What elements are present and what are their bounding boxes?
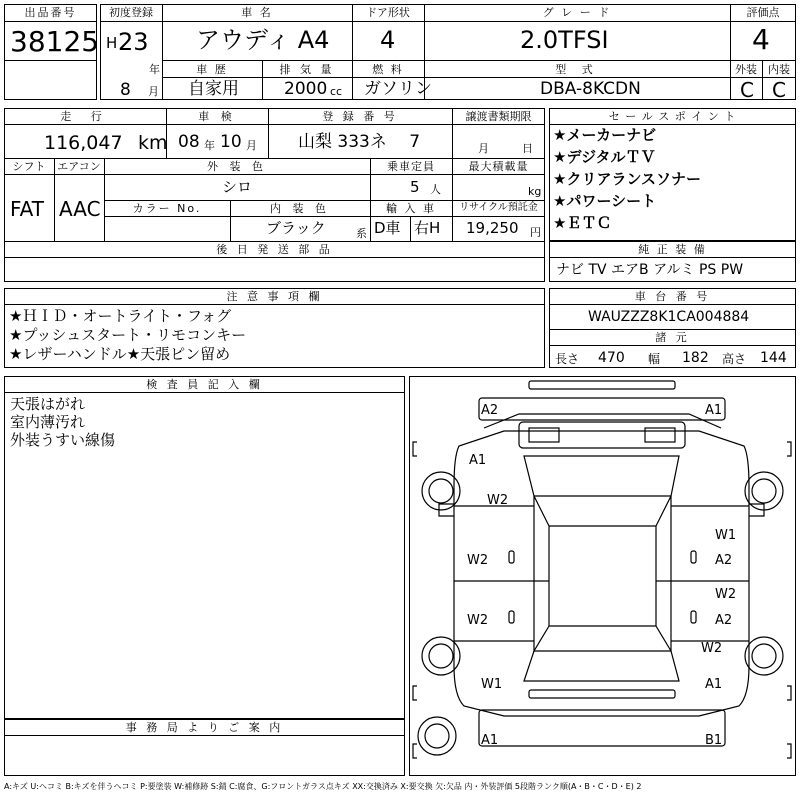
inspection-month-unit: 月 xyxy=(246,139,257,152)
grade-value: 2.0TFSI xyxy=(520,26,609,54)
reg-no-value: 山梨 333ネ 7 xyxy=(298,132,421,152)
reg-month: 8 xyxy=(120,80,131,100)
first-reg-label: 初度登録 xyxy=(109,6,153,19)
history-label: 車 歴 xyxy=(196,63,228,76)
cc-unit: cc xyxy=(330,85,343,98)
interior-grade: C xyxy=(772,78,786,102)
genuine-label: 純 正 装 備 xyxy=(638,243,707,256)
capacity-label: 乗車定員 xyxy=(387,160,435,173)
car-diagram xyxy=(409,376,796,776)
exterior-grade: C xyxy=(740,78,754,102)
lot-number-label: 出品番号 xyxy=(24,6,77,19)
later-parts-label: 後 日 発 送 部 品 xyxy=(216,243,333,256)
damage-mark: A1 xyxy=(481,733,499,748)
fuel-label: 燃 料 xyxy=(372,63,404,76)
grade-label: グ レ ー ド xyxy=(542,6,612,19)
model-value: DBA-8KCDN xyxy=(540,79,641,99)
int-color-value: ブラック xyxy=(266,219,326,237)
reg-no-label: 登 録 番 号 xyxy=(322,110,398,123)
model-label: 型 式 xyxy=(555,63,599,76)
series-unit: 系 xyxy=(356,227,367,240)
chassis-value: WAUZZZ8K1CA004884 xyxy=(588,309,750,325)
damage-mark: A1 xyxy=(705,403,723,418)
door-label: ドア形状 xyxy=(366,6,410,19)
inspector-note: 天張はがれ xyxy=(10,395,86,413)
reg-year: 23 xyxy=(118,28,149,56)
person-unit: 人 xyxy=(430,183,441,196)
selling-points-list xyxy=(553,128,701,238)
damage-mark: W2 xyxy=(715,587,737,602)
damage-mark: W2 xyxy=(487,493,509,508)
lot-number-value: 38125 xyxy=(10,25,100,58)
damage-mark: W1 xyxy=(715,528,737,543)
dims-label: 諸 元 xyxy=(655,331,690,344)
damage-mark: A1 xyxy=(469,453,487,468)
import-hand: 右H xyxy=(414,219,441,237)
damage-mark-labels xyxy=(467,403,736,748)
notes-list xyxy=(9,309,246,366)
ext-color-label: 外 装 色 xyxy=(207,160,267,173)
year-unit: 年 xyxy=(149,63,160,76)
office-label: 事 務 局 よ り ご 案 内 xyxy=(125,721,284,734)
inspector-note: 室内薄汚れ xyxy=(10,413,86,431)
transfer-doc-label: 譲渡書類期限 xyxy=(465,110,532,123)
recycle-label: リサイクル預託金 xyxy=(459,202,538,213)
damage-mark: B1 xyxy=(705,733,723,748)
month-unit: 月 xyxy=(148,85,159,98)
inspector-label: 検 査 員 記 入 欄 xyxy=(146,378,263,391)
chassis-label: 車 台 番 号 xyxy=(634,290,711,303)
km-unit: km xyxy=(138,132,168,154)
width-label: 幅 xyxy=(648,352,661,366)
exterior-label: 外装 xyxy=(735,63,757,76)
doors-value: 4 xyxy=(380,26,396,54)
selling-point: ★メーカーナビ xyxy=(553,126,657,144)
length-value: 470 xyxy=(598,350,625,366)
damage-mark: W2 xyxy=(467,613,489,628)
damage-mark: A1 xyxy=(705,677,723,692)
mileage-value: 116,047 xyxy=(44,132,123,154)
car-name-value: アウディ A4 xyxy=(196,26,330,54)
doc-day: 日 xyxy=(522,142,533,155)
history-value: 自家用 xyxy=(188,79,239,99)
capacity-value: 5 xyxy=(410,178,420,196)
shift-label: シフト xyxy=(12,160,46,173)
note-line: ★ＨＩＤ・オートライト・フォグ xyxy=(9,307,232,325)
damage-mark: W2 xyxy=(467,553,489,568)
notes-label: 注 意 事 項 欄 xyxy=(226,290,323,303)
import-drive: D車 xyxy=(374,219,401,237)
max-load-label: 最大積載量 xyxy=(468,160,529,173)
aircon-label: エアコン xyxy=(57,160,101,173)
color-no-label: カラー No. xyxy=(132,202,202,215)
inspector-note: 外装うすい線傷 xyxy=(10,431,116,449)
note-line: ★レザーハンドル★天張ピン留め xyxy=(9,345,231,363)
interior-label: 内装 xyxy=(768,63,790,76)
yen-unit: 円 xyxy=(530,226,541,239)
int-color-label: 内 装 色 xyxy=(270,202,330,215)
ext-color-value: シロ xyxy=(222,178,253,196)
selling-point: ★クリアランスソナー xyxy=(553,170,701,188)
damage-mark: A2 xyxy=(715,613,733,628)
shift-value: FAT xyxy=(10,197,45,221)
note-line: ★プッシュスタート・リモコンキー xyxy=(9,326,247,344)
score-value: 4 xyxy=(752,23,770,56)
inspection-year: 08 xyxy=(178,132,200,152)
fuel-value: ガソリン xyxy=(364,79,432,99)
import-label: 輸 入 車 xyxy=(386,202,436,215)
inspection-month: 10 xyxy=(220,132,242,152)
mileage-label: 走 行 xyxy=(60,110,110,123)
aircon-value: AAC xyxy=(59,197,101,221)
inspection-label: 車 検 xyxy=(198,110,236,123)
length-label: 長さ xyxy=(555,352,580,366)
height-value: 144 xyxy=(760,350,787,366)
inspection-year-unit: 年 xyxy=(204,139,215,152)
genuine-value: ナビ TV エアB アルミ PS PW xyxy=(556,262,744,278)
selling-points-label: セ ー ル ス ポ イ ン ト xyxy=(608,110,737,123)
damage-mark: A2 xyxy=(715,553,733,568)
width-value: 182 xyxy=(682,350,709,366)
era: H xyxy=(106,34,118,52)
legend: A:キズ U:ヘコミ B:キズを伴うヘコミ P:要塗装 W:補修跡 S:錆 C:腐食、G:フロントガラス点キズ XX:交換済み X:要交換 欠:欠品 内・外装評価 5段階ランク順(A・B・C・D・E) 2 xyxy=(4,782,642,791)
car-name-label: 車 名 xyxy=(241,6,273,19)
selling-point: ★パワーシート xyxy=(553,192,657,210)
height-label: 高さ xyxy=(722,352,747,366)
score-label: 評価点 xyxy=(746,6,780,19)
damage-mark: W1 xyxy=(481,677,503,692)
displacement-label: 排 気 量 xyxy=(279,63,335,76)
recycle-value: 19,250 xyxy=(466,219,519,237)
displacement-value: 2000 xyxy=(284,79,328,99)
kg-unit: kg xyxy=(528,185,542,198)
selling-point: ★ＥＴＣ xyxy=(553,214,612,232)
damage-mark: A2 xyxy=(481,403,499,418)
inspector-notes-list xyxy=(10,397,115,451)
doc-month: 月 xyxy=(478,142,489,155)
selling-point: ★デジタルＴＶ xyxy=(553,148,656,166)
damage-mark: W2 xyxy=(701,641,723,656)
